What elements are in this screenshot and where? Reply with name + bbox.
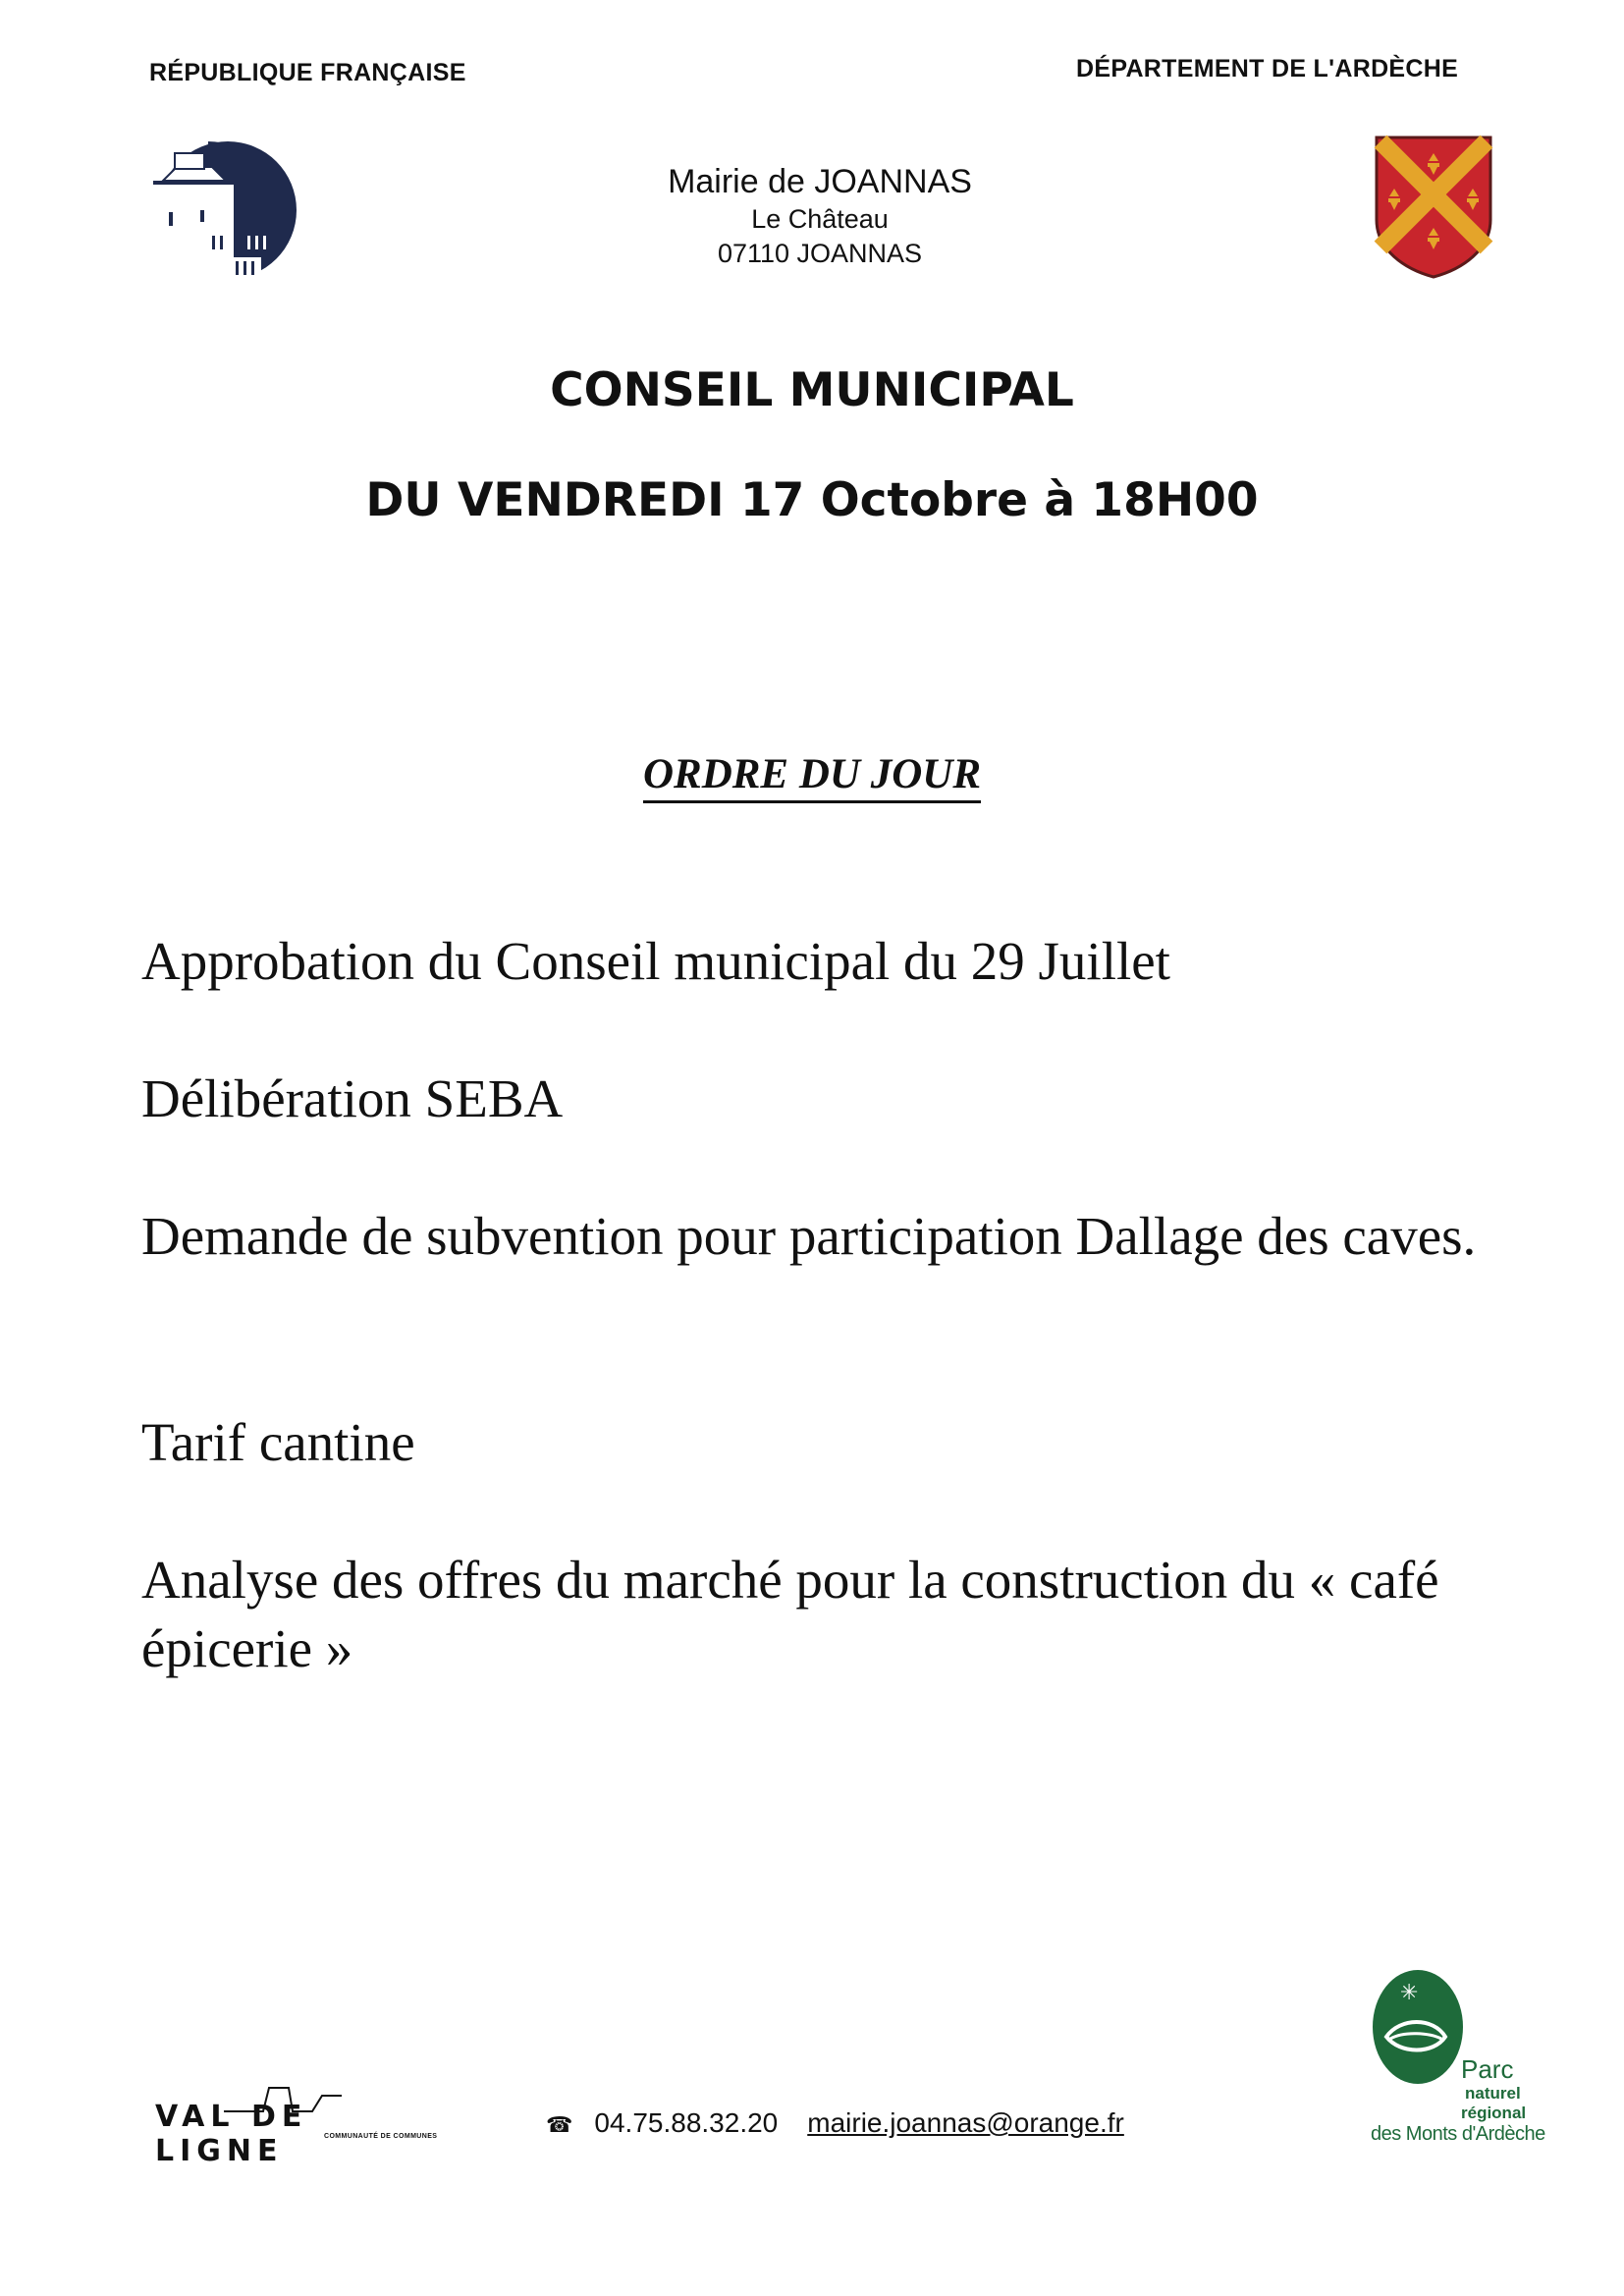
mairie-address-line2: 07110 JOANNAS <box>717 239 923 268</box>
castle-logo <box>149 137 297 285</box>
coat-of-arms-logo <box>1373 134 1494 279</box>
title-line2: DU VENDREDI 17 Octobre à 18H00 <box>365 473 1259 527</box>
title-line1: CONSEIL MUNICIPAL <box>550 363 1074 417</box>
footer-contact <box>546 2107 1124 2139</box>
val-de-ligne-logo <box>155 2082 450 2168</box>
parc-logo-line2: naturel <box>1465 2084 1521 2103</box>
phone-icon: ☎ <box>546 2112 573 2137</box>
agenda-item-4: Tarif cantine <box>141 1412 415 1472</box>
agenda-heading: ORDRE DU JOUR <box>0 750 1624 798</box>
val-de-ligne-logo-text: VAL DE LIGNE <box>155 2100 308 2168</box>
castle-logo-tower <box>153 181 234 279</box>
header-republique: RÉPUBLIQUE FRANÇAISE <box>149 59 466 86</box>
parc-leaf-icon <box>1371 1968 1465 2086</box>
header-departement: DÉPARTEMENT DE L'ARDÈCHE <box>1076 55 1459 82</box>
mairie-name: Mairie de JOANNAS <box>668 163 972 200</box>
parc-logo-line4: des Monts d'Ardèche <box>1371 2123 1545 2145</box>
footer-phone: 04.75.88.32.20 <box>594 2107 779 2138</box>
parc-logo-line1: Parc <box>1461 2054 1514 2084</box>
svg-text:✳: ✳ <box>1400 1981 1419 2005</box>
agenda-item-5: Analyse des offres du marché pour la construction du « café épicerie » <box>141 1550 1439 1678</box>
agenda-item-2: Délibération SEBA <box>141 1068 564 1128</box>
footer-email[interactable]: mairie.joannas@orange.fr <box>807 2107 1124 2138</box>
parc-logo-line3: régional <box>1461 2104 1527 2122</box>
val-de-ligne-logo-subtitle: COMMUNAUTÉ DE COMMUNES <box>324 2133 438 2140</box>
agenda-item-3: Demande de subvention pour participation Dallage des caves. <box>141 1206 1477 1266</box>
mairie-address-line1: Le Château <box>751 204 889 234</box>
agenda-item-1: Approbation du Conseil municipal du 29 Juillet <box>141 931 1170 991</box>
